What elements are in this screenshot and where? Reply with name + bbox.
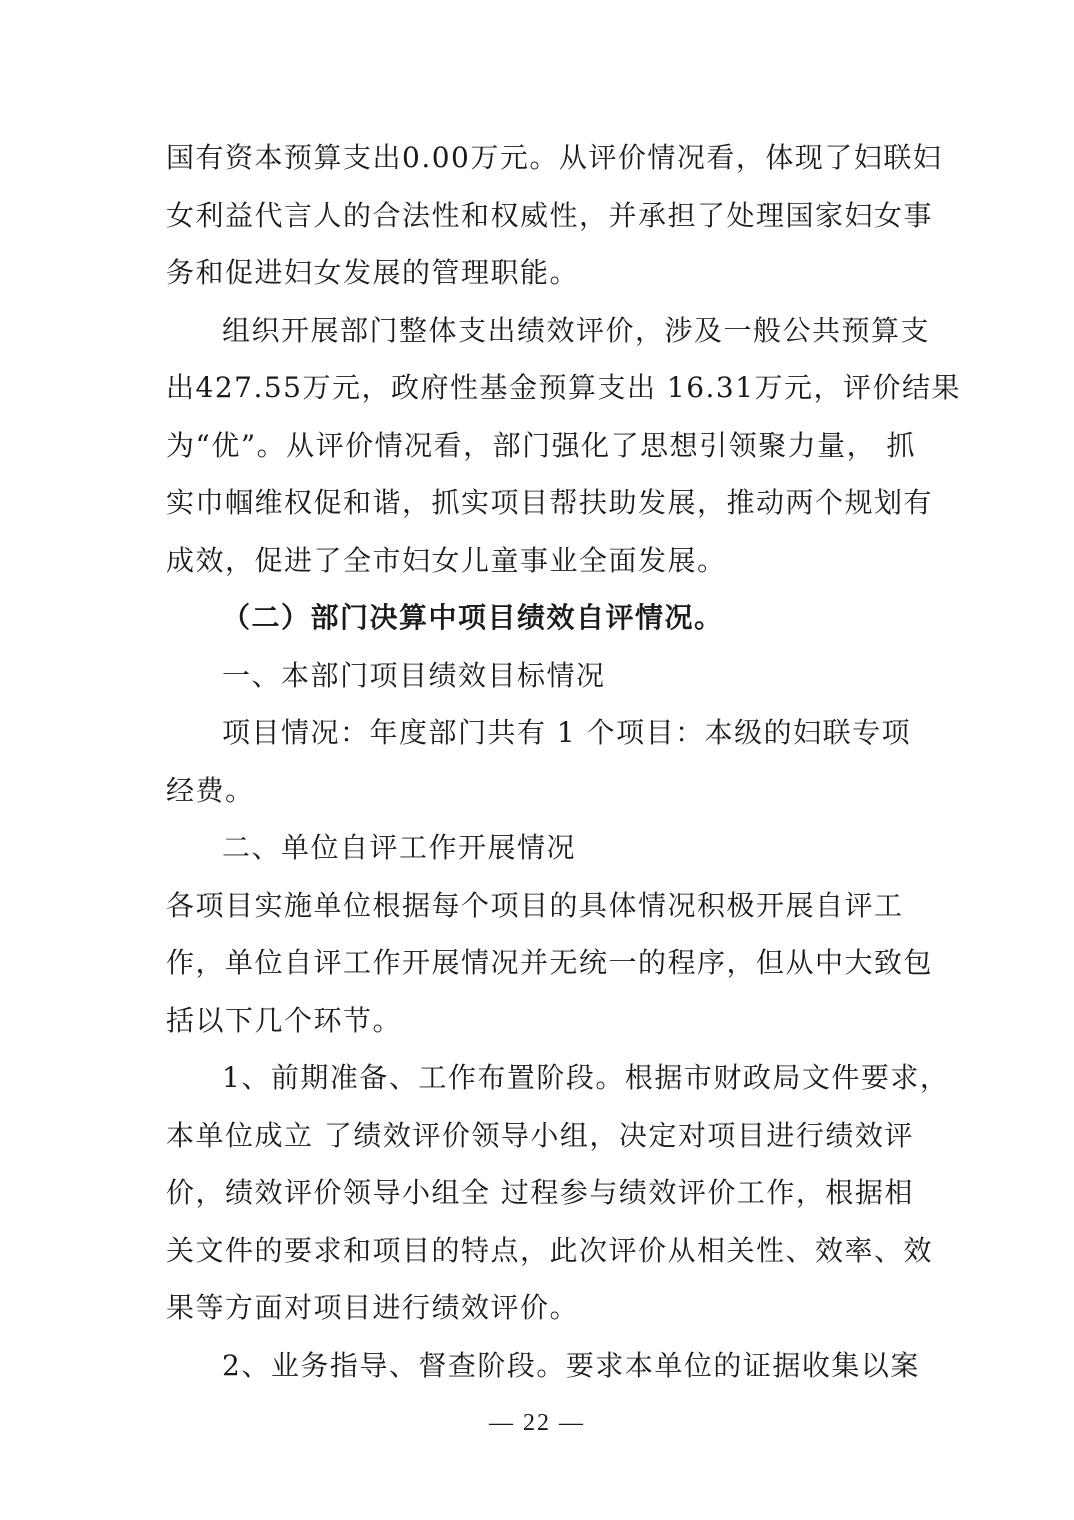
text-line: 成效，促进了全市妇女儿童事业全面发展。 [166, 543, 727, 577]
text-line: 本单位成立 了绩效评价领导小组，决定对项目进行绩效评 [166, 1118, 914, 1152]
body-text [166, 129, 962, 1394]
text-line: 作，单位自评工作开展情况并无统一的程序，但从中大致包 [166, 946, 934, 979]
text-line: 2、业务指导、督查阶段。要求本单位的证据收集以案 [222, 1348, 920, 1382]
text-line: 国有资本预算支出0.00万元。从评价情况看，体现了妇联妇 [166, 141, 943, 174]
text-line: 1、前期准备、工作布置阶段。根据市财政局文件要求， [222, 1061, 950, 1094]
page-number: — 22 — [489, 1410, 585, 1436]
text-line: 括以下几个环节。 [166, 1003, 403, 1037]
text-line: 价，绩效评价领导小组全 过程参与绩效评价工作，根据相 [166, 1176, 914, 1209]
text-line: 关文件的要求和项目的特点，此次评价从相关性、效率、效 [166, 1233, 934, 1267]
subsection-heading: 二、单位自评工作开展情况 [222, 831, 577, 864]
subsection-heading: 一、本部门项目绩效目标情况 [222, 658, 606, 692]
text-line: 果等方面对项目进行绩效评价。 [166, 1291, 580, 1324]
text-line: 项目情况：年度部门共有 1 个项目：本级的妇联专项 [222, 716, 912, 749]
text-line: 出427.55万元，政府性基金预算支出 16.31万元，评价结果 [166, 371, 962, 404]
section-heading: （二）部门决算中项目绩效自评情况。 [222, 601, 724, 634]
text-line: 组织开展部门整体支出绩效评价，涉及一般公共预算支 [222, 313, 931, 347]
text-line: 务和促进妇女发展的管理职能。 [166, 256, 580, 289]
text-line: 经费。 [166, 773, 255, 807]
text-line: 女利益代言人的合法性和权威性，并承担了处理国家妇女事 [166, 198, 934, 232]
text-line: 实巾帼维权促和谐，抓实项目帮扶助发展，推动两个规划有 [166, 486, 934, 519]
text-line: 各项目实施单位根据每个项目的具体情况积极开展自评工 [166, 888, 904, 922]
text-line: 为“优”。从评价情况看，部门强化了思想引领聚力量， 抓 [166, 428, 917, 462]
